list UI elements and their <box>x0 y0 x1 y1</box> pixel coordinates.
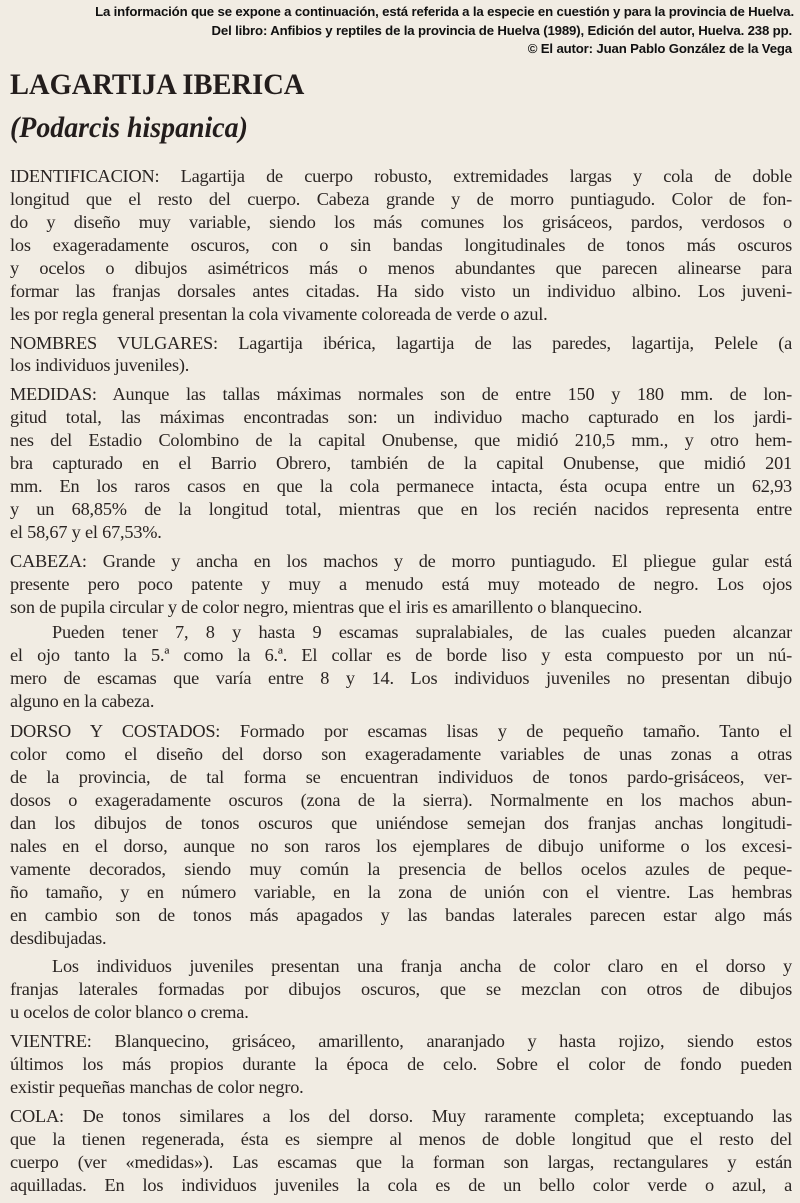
text-line: el ojo tanto la 5.ª como la 6.ª. El collar es de borde liso y esta compuesto por un nú- <box>10 645 792 665</box>
text-line: gitud total, las máximas encontradas son: un individuo macho capturado en los jardi- <box>10 407 792 427</box>
text-line: COLA: De tonos similares a los del dorso. Muy raramente completa; exceptuando las <box>10 1106 792 1126</box>
text-line: IDENTIFICACION: Lagartija de cuerpo robusto, extremidades largas y cola de doble <box>10 166 792 186</box>
text-line: formar las franjas dorsales antes citadas. Ha sido visto un individuo albino. Los juveni- <box>10 281 792 301</box>
source-note-line: Del libro: Anfibios y reptiles de la provincia de Huelva (1989), Edición del autor, Huelva. 238 pp. <box>211 23 792 38</box>
text-line: y ocelos o dibujos asimétricos más o menos abundantes que parecen alinearse para <box>10 258 792 278</box>
text-line: Los individuos juveniles presentan una franja ancha de color claro en el dorso y <box>52 956 792 976</box>
text-line: bra capturado en el Barrio Obrero, también de la capital Onubense, que midió 201 <box>10 453 792 473</box>
text-line: u ocelos de color blanco o crema. <box>10 1002 249 1022</box>
text-line: dosos o exageradamente oscuros (zona de la sierra). Normalmente en los machos abun- <box>10 790 792 810</box>
text-line: VIENTRE: Blanquecino, grisáceo, amarillento, anaranjado y hasta rojizo, siendo estos <box>10 1031 792 1051</box>
page-title: LAGARTIJA IBERICA <box>10 68 305 101</box>
text-line: CABEZA: Grande y ancha en los machos y de morro puntiagudo. El pliegue gular está <box>10 551 792 571</box>
text-line: ño tamaño, y en número variable, en la zona de unión con el vientre. Las hembras <box>10 882 792 902</box>
text-line: franjas laterales formadas por dibujos oscuros, que se mezclan con otros de dibujos <box>10 979 792 999</box>
text-line: últimos los más propios durante la época de celo. Sobre el color de fondo pueden <box>10 1054 792 1074</box>
text-line: cuerpo (ver «medidas»). Las escamas que la forman son largas, rectangulares y están <box>10 1152 792 1172</box>
text-line: que la tienen regenerada, ésta es siempre al menos de doble longitud que el resto del <box>10 1129 792 1149</box>
text-line: el 58,67 y el 67,53%. <box>10 522 162 542</box>
text-line: MEDIDAS: Aunque las tallas máximas normales son de entre 150 y 180 mm. de lon- <box>10 384 792 404</box>
text-line: NOMBRES VULGARES: Lagartija ibérica, lagartija de las paredes, lagartija, Pelele (a <box>10 333 792 353</box>
text-line: mero de escamas que varía entre 8 y 14. Los individuos juveniles no presentan dibujo <box>10 668 792 688</box>
text-line: longitud que el resto del cuerpo. Cabeza grande y de morro puntiagudo. Color de fon- <box>10 189 792 209</box>
source-note-line: La información que se expone a continuación, está referida a la especie en cuestión y para la provincia de Huelva. <box>95 4 794 19</box>
text-line: existir pequeñas manchas de color negro. <box>10 1077 304 1097</box>
text-line: les por regla general presentan la cola vivamente coloreada de verde o azul. <box>10 304 548 324</box>
text-line: Pueden tener 7, 8 y hasta 9 escamas supralabiales, de las cuales pueden alcanzar <box>52 622 792 642</box>
text-line: en cambio son de tonos más apagados y las bandas laterales parecen estar algo más <box>10 905 792 925</box>
text-line: dan los dibujos de tonos oscuros que uniéndose semejan dos franjas anchas longitudi- <box>10 813 792 833</box>
text-line: presente pero poco patente y muy a menudo está muy moteado de negro. Los ojos <box>10 574 792 594</box>
text-line: do y diseño muy variable, siendo los más comunes los grisáceos, pardos, verdosos o <box>10 212 792 232</box>
text-line: los individuos juveniles). <box>10 355 190 375</box>
text-line: DORSO Y COSTADOS: Formado por escamas lisas y de pequeño tamaño. Tanto el <box>10 721 792 741</box>
text-line: aquilladas. En los individuos juveniles la cola es de un bello color verde o azul, a <box>10 1175 792 1195</box>
text-line: y un 68,85% de la longitud total, mientras que en los recién nacidos representa entre <box>10 499 792 519</box>
text-line: nes del Estadio Colombino de la capital Onubense, que midió 210,5 mm., y otro hem- <box>10 430 792 450</box>
text-line: mm. En los raros casos en que la cola permanece intacta, ésta ocupa entre un 62,93 <box>10 476 792 496</box>
text-line: vamente decorados, siendo muy común la presencia de bellos ocelos azules de peque- <box>10 859 792 879</box>
text-line: alguno en la cabeza. <box>10 691 155 711</box>
text-line: son de pupila circular y de color negro, mientras que el iris es amarillento o blanquecino. <box>10 597 643 617</box>
scientific-name: (Podarcis hispanica) <box>10 111 248 144</box>
text-line: los exageradamente oscuros, con o sin bandas longitudinales de tonos más oscuros <box>10 235 792 255</box>
copyright-line: © El autor: Juan Pablo González de la Vega <box>527 41 792 56</box>
text-line: nales en el dorso, aunque no son raros los ejemplares de dibujo uniforme o los excesi- <box>10 836 792 856</box>
text-line: desdibujadas. <box>10 928 107 948</box>
text-line: color como el diseño del dorso son exageradamente variables de unas zonas a otras <box>10 744 792 764</box>
text-line: de la provincia, de tal forma se encuentran individuos de tonos pardo-grisáceos, ver- <box>10 767 792 787</box>
